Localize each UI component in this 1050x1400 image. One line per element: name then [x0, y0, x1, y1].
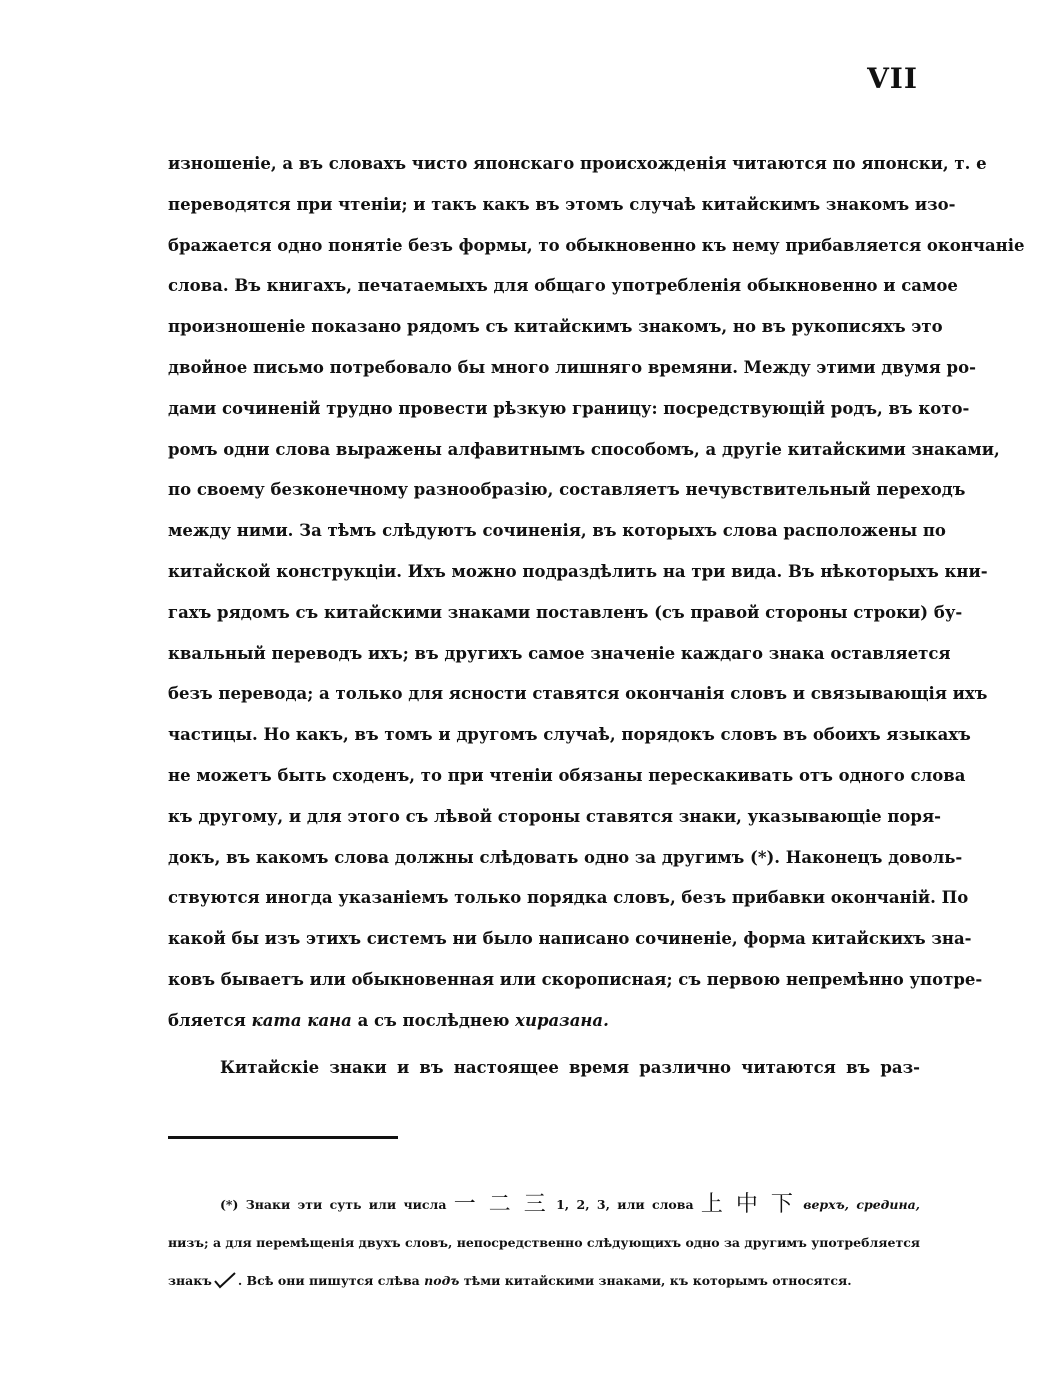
footnote-text-italic: верхъ, средина,	[803, 1197, 921, 1212]
term-kata-kana: ката кана	[251, 1010, 352, 1030]
text-line: какой бы изъ этихъ системъ ни было написано сочиненіе, форма китайскихъ зна-	[168, 929, 972, 949]
text-line: ковъ бываетъ или обыкновенная или скорописная; съ первою непремѣнно употре-	[168, 969, 983, 989]
text-line: между ними. За тѣмъ слѣдуютъ сочиненія, въ которыхъ слова расположены по	[168, 521, 946, 541]
text-line: китайской конструкціи. Ихъ можно подраздѣлить на три вида. Въ нѣкоторыхъ кни-	[168, 561, 988, 581]
text-line: бражается одно понятіе безъ формы, то обыкновенно къ нему прибавляется окончаніе	[168, 235, 1025, 255]
footnote-text: 1, 2, 3, или слова	[548, 1197, 694, 1212]
paragraph2-line: Китайскіе знаки и въ настоящее время различно читаются въ раз-	[220, 1057, 920, 1077]
main-text	[168, 144, 1025, 1088]
footnote-text: тѣми китайскими знаками, къ которымъ относятся.	[463, 1273, 852, 1288]
footnote	[168, 1186, 920, 1300]
reorder-mark-icon	[212, 1271, 238, 1289]
text-line: безъ перевода; а только для ясности ставятся окончанія словъ и связывающія ихъ	[168, 684, 988, 704]
footnote-line: низъ; а для перемѣщенія двухъ словъ, непосредственно слѣдующихъ одно за другимъ употребляется	[168, 1235, 921, 1250]
text-line: переводятся при чтеніи; и такъ какъ въ этомъ случаѣ китайскимъ знакомъ изо-	[168, 194, 956, 214]
kanji-positions: 上 中 下	[700, 1192, 796, 1217]
footnote-line	[168, 1186, 920, 1224]
footnote-text-italic: подъ	[424, 1273, 460, 1288]
text-line: частицы. Но какъ, въ томъ и другомъ случаѣ, порядокъ словъ въ обоихъ языкахъ	[168, 725, 971, 745]
footnote-text: . Всѣ они пишутся слѣва	[237, 1273, 420, 1288]
footnote-divider	[168, 1136, 398, 1139]
text-line: ромъ одни слова выражены алфавитнымъ способомъ, а другіе китайскими знаками,	[168, 439, 1000, 459]
text-line: по своему безконечному разнообразію, составляетъ нечувствительный переходъ	[168, 480, 966, 500]
text-line-last	[168, 1001, 920, 1042]
text-line: не можетъ быть сходенъ, то при чтеніи обязаны перескакивать отъ одного слова	[168, 765, 966, 785]
footnote-text: (*) Знаки эти суть или числа	[220, 1197, 447, 1212]
text-line: ствуются иногда указаніемъ только порядка словъ, безъ прибавки окончаній. По	[168, 888, 969, 908]
footnote-line	[168, 1262, 920, 1300]
text-fragment: бляется	[168, 1010, 252, 1030]
text-line: гахъ рядомъ съ китайскими знаками поставленъ (съ правой стороны строки) бу-	[168, 602, 963, 622]
text-line: произношеніе показано рядомъ съ китайскимъ знакомъ, но въ рукописяхъ это	[168, 317, 943, 337]
text-line: дами сочиненій трудно провести рѣзкую границу: посредствующій родъ, въ кото-	[168, 398, 970, 418]
page-number: VII	[867, 62, 918, 95]
term-hiragana: хиразана.	[515, 1010, 609, 1030]
text-line: изношеніе, а въ словахъ чисто японскаго происхожденія читаются по японски, т. е	[168, 154, 987, 173]
footnote-text: знакъ	[168, 1273, 212, 1288]
text-line: слова. Въ книгахъ, печатаемыхъ для общаго употребленія обыкновенно и самое	[168, 276, 958, 296]
text-fragment: а съ послѣднею	[351, 1010, 516, 1030]
text-line: къ другому, и для этого съ лѣвой стороны ставятся знаки, указывающіе поря-	[168, 806, 942, 826]
text-line: двойное письмо потребовало бы много лишняго времяни. Между этими двумя ро-	[168, 357, 976, 377]
text-line: докъ, въ какомъ слова должны слѣдовать одно за другимъ (*). Наконецъ доволь-	[168, 847, 963, 867]
text-line: квальный переводъ ихъ; въ другихъ самое значеніе каждаго знака оставляется	[168, 643, 951, 663]
kanji-numerals: 一 二 三	[453, 1192, 549, 1217]
